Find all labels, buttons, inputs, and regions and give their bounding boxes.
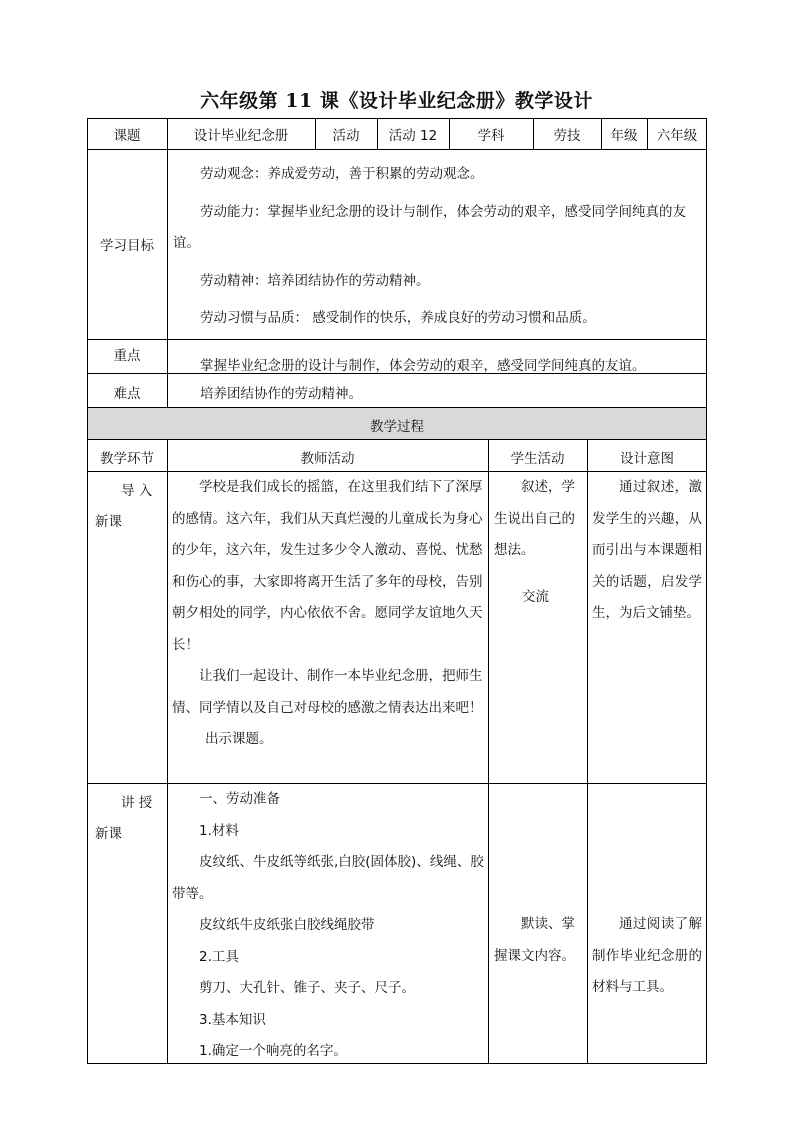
difficulty-text: 培养团结协作的劳动精神。	[200, 386, 362, 402]
teacher-activity-teaching	[172, 784, 484, 1068]
goal-item: 劳动精神：培养团结协作的劳动精神。	[200, 272, 430, 289]
key-point-label: 重点	[113, 348, 141, 364]
student-paragraph: 叙述，学生说出自己的想法。	[494, 479, 575, 558]
intent-paragraph: 通过叙述，激发学生的兴趣，从而引出与本课题相关的话题，启发学生，为后文铺垫。	[592, 479, 702, 621]
grade-label: 年级	[610, 128, 638, 144]
goals-list	[173, 159, 701, 335]
goal-item: 劳动能力：掌握毕业纪念册的设计与制作，体会劳动的艰辛，感受同学间纯真的友谊。	[173, 203, 686, 251]
goal-item: 劳动习惯与品质： 感受制作的快乐，养成良好的劳动习惯和品质。	[200, 310, 596, 326]
difficulty-label: 难点	[113, 386, 141, 402]
teacher-line: 皮纹纸牛皮纸张白胶线绳胶带	[199, 917, 375, 933]
teacher-paragraph: 学校是我们成长的摇篮，在这里我们结下了深厚的感情。这六年，我们从天真烂漫的儿童成长为身心的少年，这六年，发生过多少令人激动、喜悦、忧愁和伤心的事，大家即将离开生活了多年的母校，告别朝夕相处的同学，内心依依不舍。愿同学友谊地久天长！	[172, 479, 483, 653]
subject-label: 学科	[477, 128, 505, 144]
teacher-line: 剪刀、大孔针、锥子、夹子、尺子。	[199, 980, 415, 996]
teacher-line: 一、劳动准备	[199, 791, 280, 807]
topic-label: 课题	[113, 128, 141, 144]
stage-intro-line2: 新课	[95, 514, 122, 530]
design-intent-teaching	[592, 909, 702, 1004]
subject-value: 劳技	[553, 128, 581, 144]
design-intent-intro	[592, 472, 702, 630]
goals-label: 学习目标	[100, 238, 154, 254]
teacher-paragraph: 让我们一起设计、制作一本毕业纪念册，把师生情、同学情以及自己对母校的感激之情表达出来吧！	[172, 668, 483, 716]
student-activity-teaching	[494, 909, 583, 972]
column-header-student: 学生活动	[510, 451, 565, 467]
goal-item: 劳动观念：养成爱劳动，善于积累的劳动观念。	[200, 166, 484, 182]
stage-teaching-line1: 讲 授	[121, 795, 153, 811]
topic-value: 设计毕业纪念册	[193, 128, 289, 144]
teacher-line: 2.工具	[199, 948, 239, 965]
intent-paragraph: 通过阅读了解制作毕业纪念册的材料与工具。	[592, 916, 702, 995]
student-paragraph: 交流	[522, 588, 549, 605]
key-point-text: 掌握毕业纪念册的设计与制作，体会劳动的艰辛，感受同学间纯真的友谊。	[200, 358, 646, 374]
activity-label: 活动	[332, 128, 360, 144]
document-title: 六年级第 11 课《设计毕业纪念册》教学设计	[200, 90, 593, 112]
teacher-activity-intro	[172, 472, 484, 756]
teacher-line: 3.基本知识	[199, 1011, 266, 1028]
lesson-plan-table	[87, 118, 707, 1064]
process-header: 教学过程	[370, 419, 424, 435]
stage-intro-line1: 导 入	[121, 483, 153, 499]
teacher-line: 1.确定一个响亮的名字。	[199, 1043, 347, 1059]
teacher-paragraph: 出示课题。	[205, 731, 273, 747]
student-activity-intro	[494, 472, 583, 613]
column-header-teacher: 教师活动	[300, 451, 355, 467]
column-header-intent: 设计意图	[620, 451, 674, 467]
grade-value: 六年级	[656, 128, 698, 144]
activity-value: 活动 12	[388, 128, 438, 144]
teacher-line: 皮纹纸、牛皮纸等纸张,白胶(固体胶)、线绳、胶带等。	[172, 854, 484, 902]
column-header-stage: 教学环节	[100, 451, 154, 467]
stage-teaching-line2: 新课	[95, 826, 122, 842]
teacher-line: 1.材料	[199, 822, 239, 839]
student-paragraph: 默读、掌握课文内容。	[494, 916, 575, 964]
